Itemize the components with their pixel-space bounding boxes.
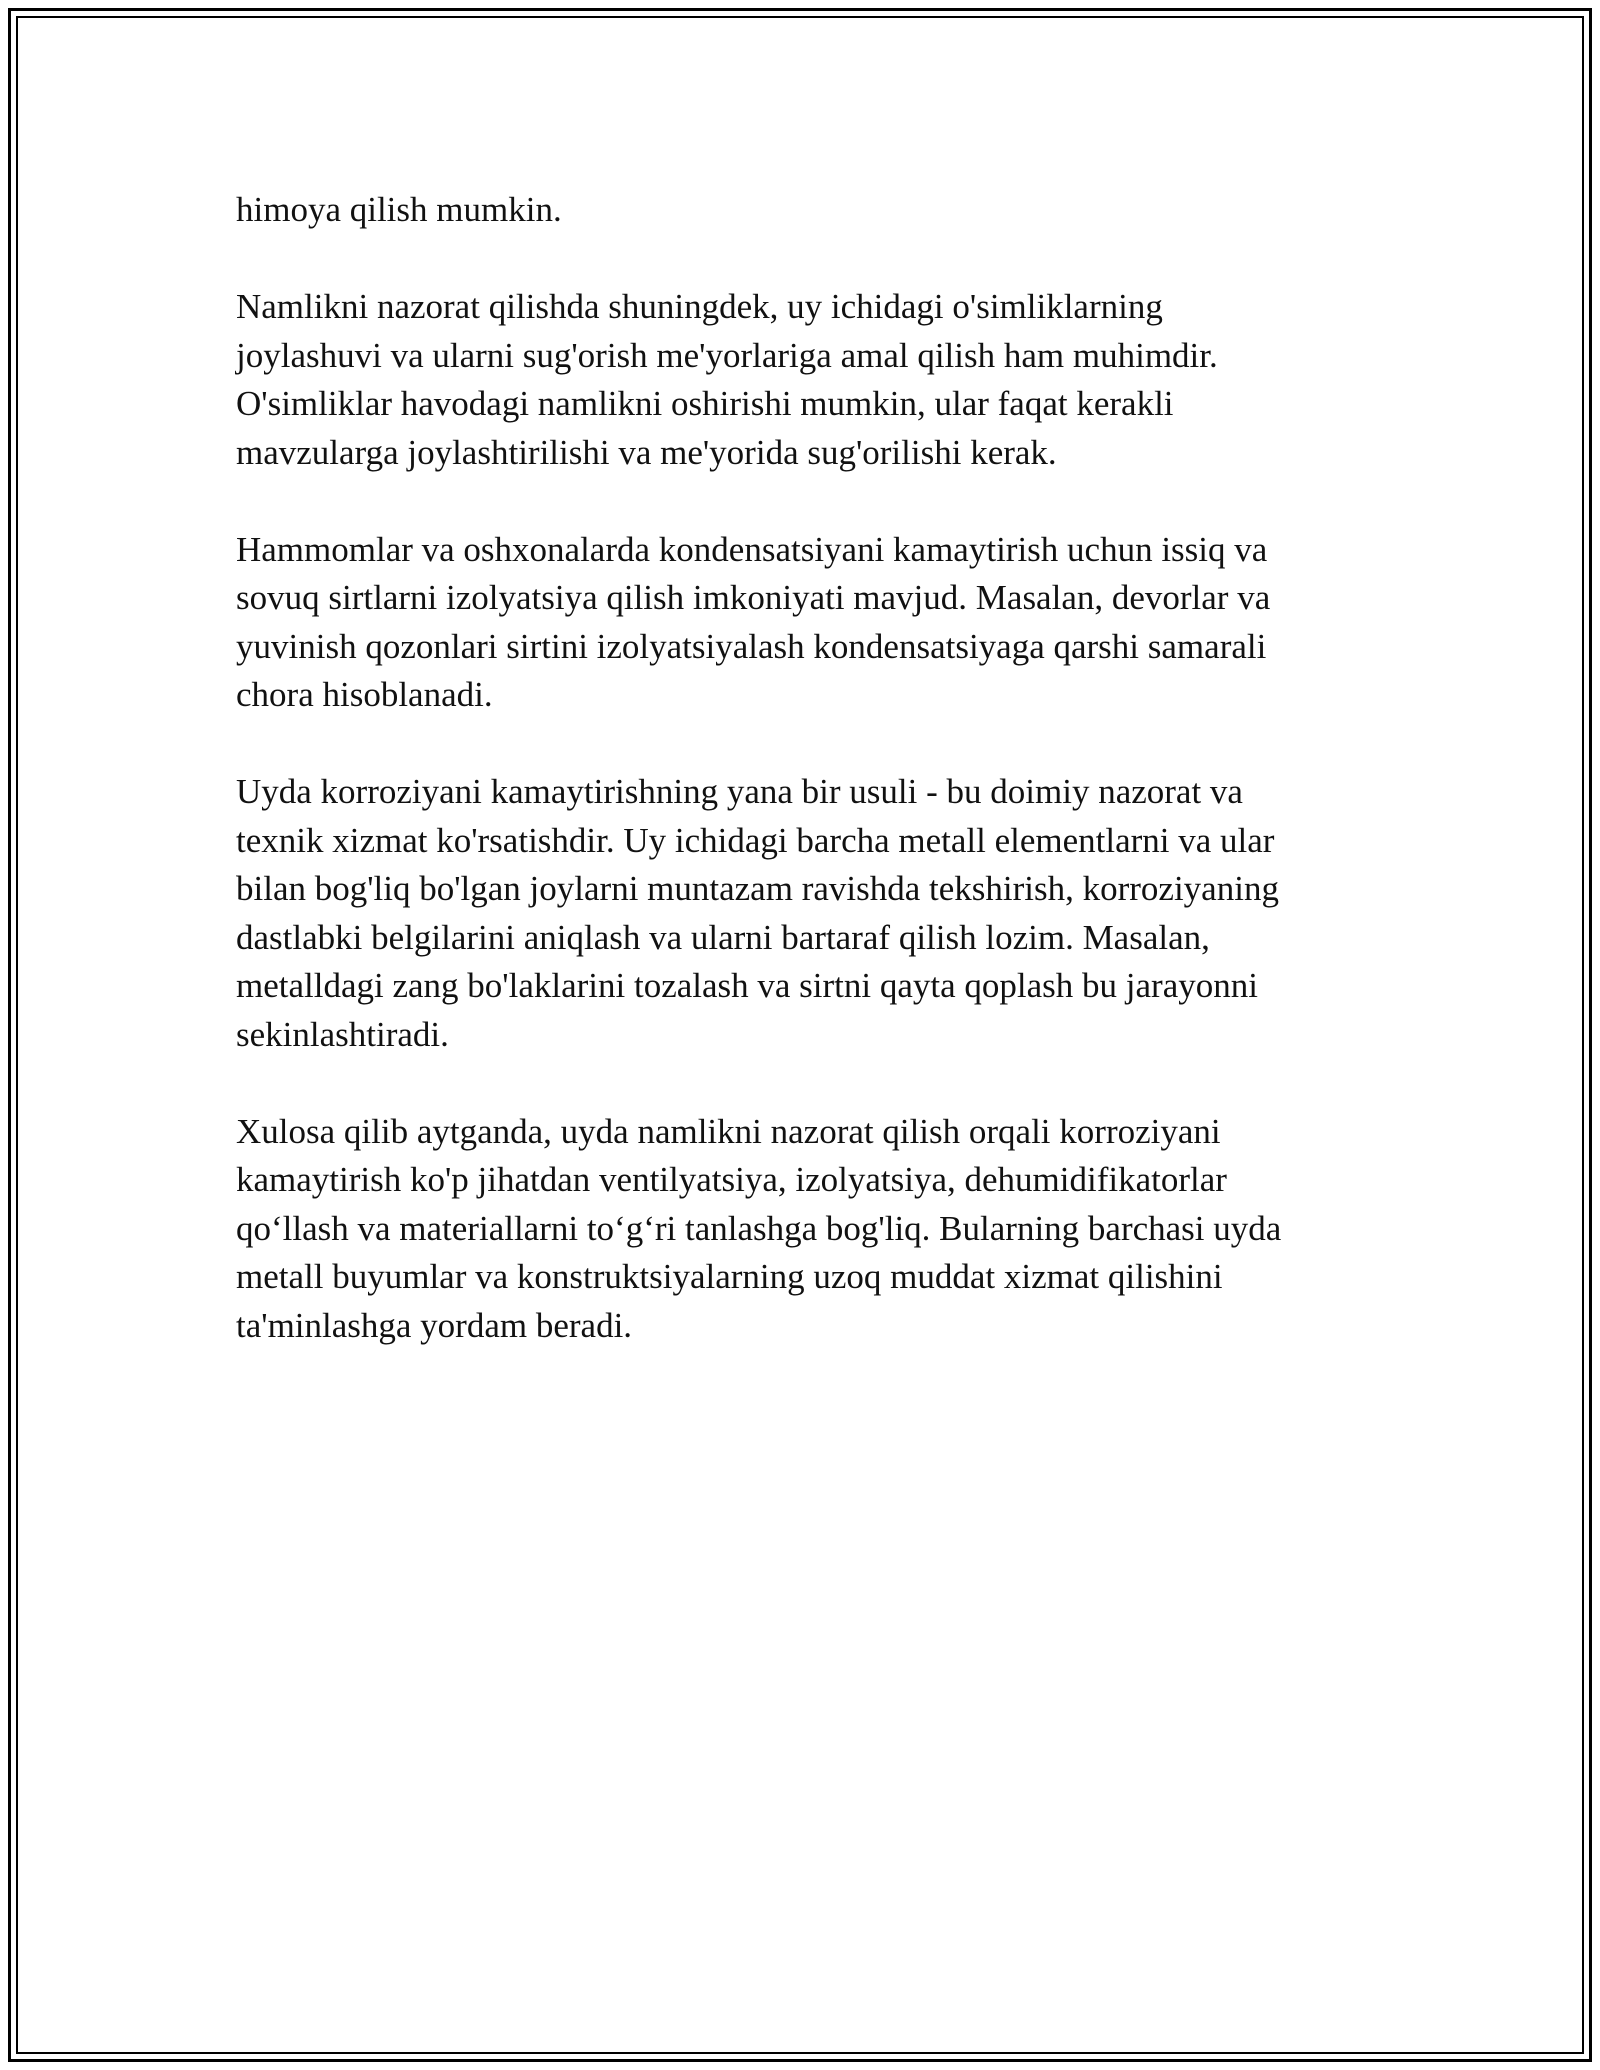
paragraph-1: himoya qilish mumkin. xyxy=(236,190,562,229)
document-body xyxy=(236,186,1366,1399)
paragraph-3: Hammomlar va oshxonalarda kondensatsiyani kamaytirish uchun issiq va sovuq sirtlarni izolyatsiya qilish imkoniyati mavjud. Masalan, devorlar va yuvinish qozonlari sirtini izolyatsiyalash kondensatsiyaga qarshi samarali chora hisoblanadi. xyxy=(236,529,1271,714)
paragraph-4: Uyda korroziyani kamaytirishning yana bir usuli - bu doimiy nazorat va texnik xizmat ko'rsatishdir. Uy ichidagi barcha metall elementlarni va ular bilan bog'liq bo'lgan joylarni muntazam ravishda tekshirish, korroziyaning dastlabki belgilarini aniqlash va ularni bartaraf qilish lozim. Masalan, metalldagi zang bo'laklarini tozalash va sirtni qayta qoplash bu jarayonni sekinlashtiradi. xyxy=(236,772,1279,1054)
paragraph-5: Xulosa qilib aytganda, uyda namlikni nazorat qilish orqali korroziyani kamaytirish ko'p jihatdan ventilyatsiya, izolyatsiya, dehumidifikatorlar qo‘llash va materiallarni to‘g‘ri tanlashga bog'liq. Bularning barchasi uyda metall buyumlar va konstruktsiyalarning uzoq muddat xizmat qilishini ta'minlashga yordam beradi. xyxy=(236,1111,1282,1345)
paragraph-2: Namlikni nazorat qilishda shuningdek, uy ichidagi o'simliklarning joylashuvi va ularni sug'orish me'yorlariga amal qilish ham muhimdir. O'simliklar havodagi namlikni oshirishi mumkin, ular faqat kerakli mavzularga joylashtirilishi va me'yorida sug'orilishi kerak. xyxy=(236,287,1218,472)
